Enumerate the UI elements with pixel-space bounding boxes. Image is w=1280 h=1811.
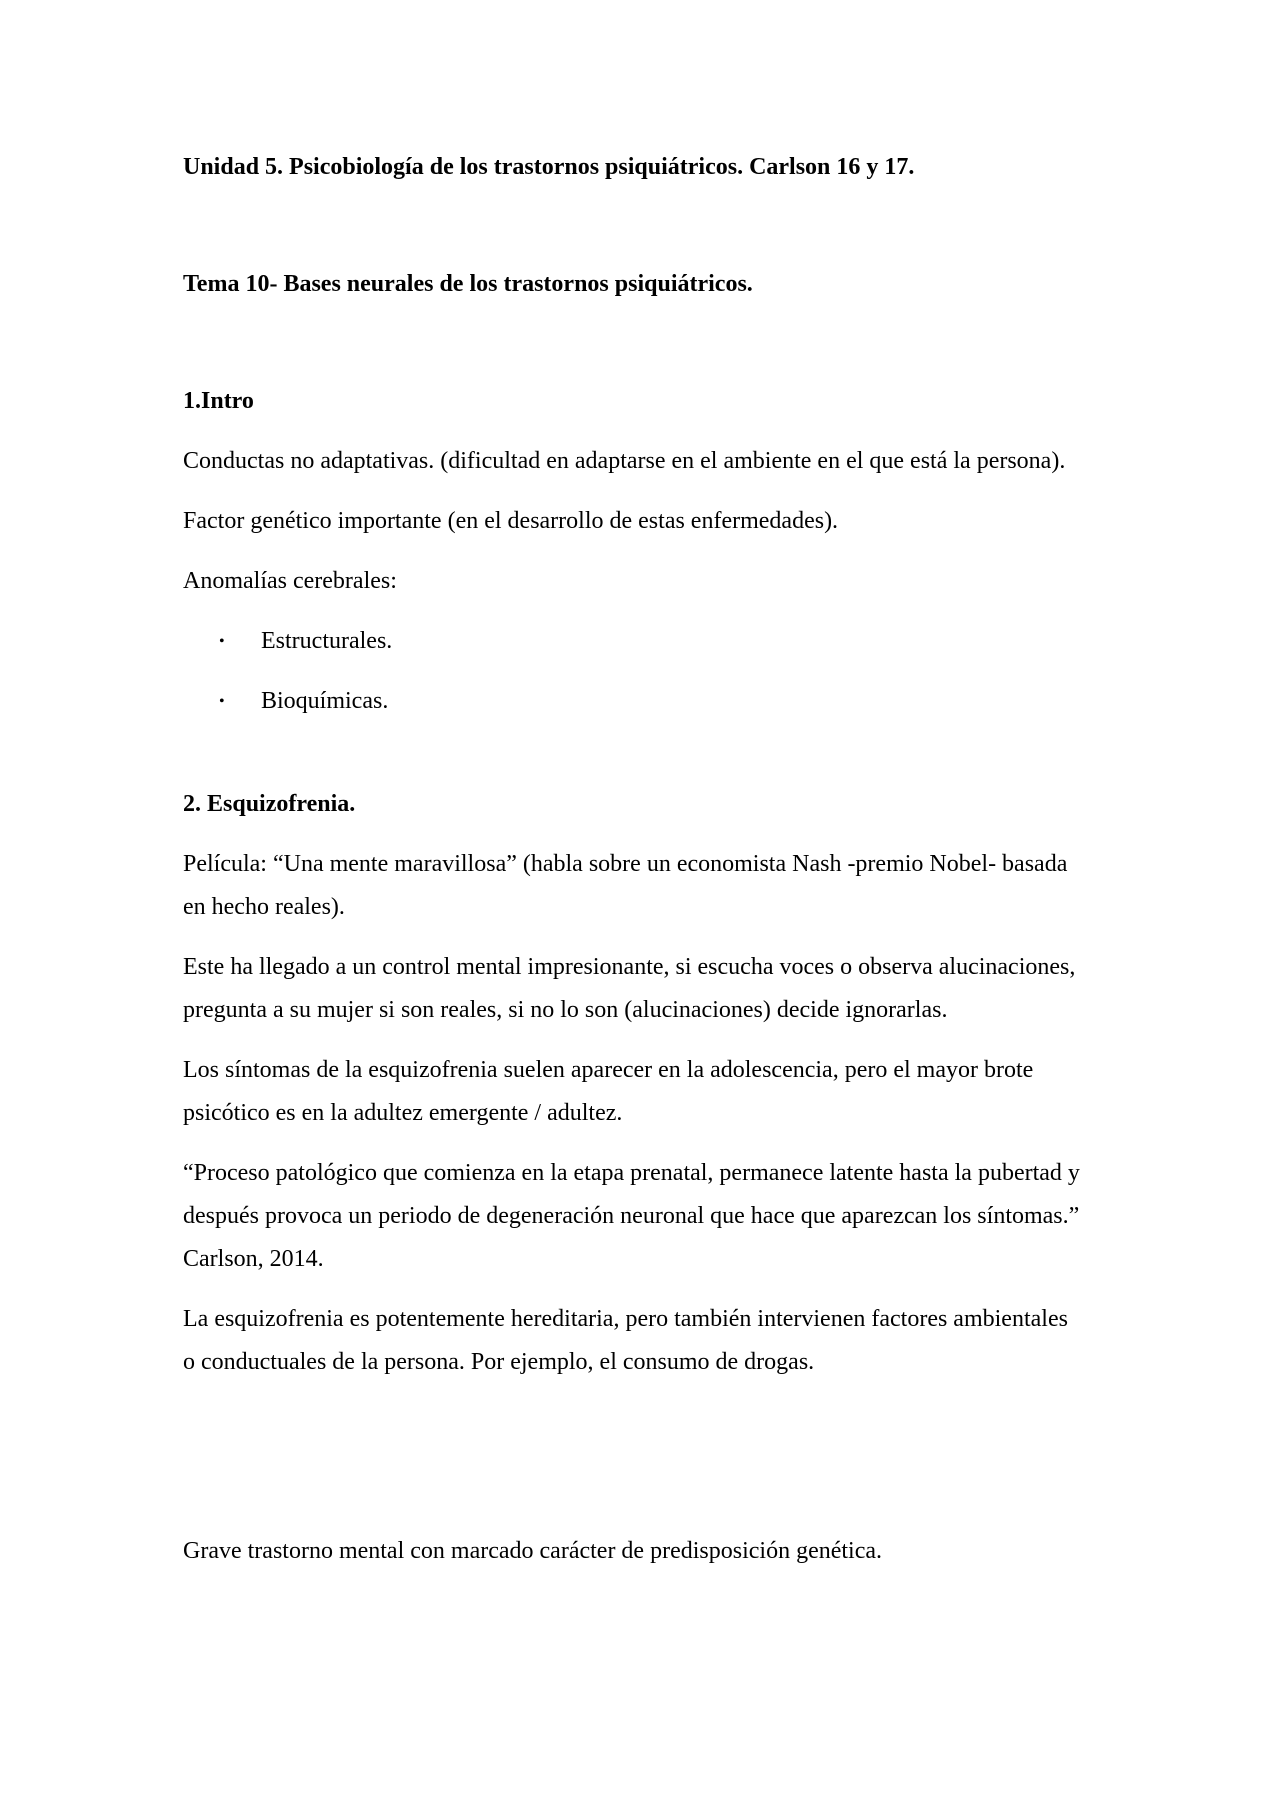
paragraph: Los síntomas de la esquizofrenia suelen aparecer en la adolescencia, pero el mayor brote psicótico es en la adultez emergente / adultez. — [183, 1057, 1034, 1126]
paragraph: Grave trastorno mental con marcado carácter de predisposición genética. — [183, 1538, 883, 1564]
section-heading-intro: 1.Intro — [183, 388, 254, 414]
list-item — [183, 620, 1083, 663]
topic-title: Tema 10- Bases neurales de los trastornos psiquiátricos. — [183, 271, 753, 297]
paragraph: Este ha llegado a un control mental impresionante, si escucha voces o observa alucinaciones, pregunta a su mujer si son reales, si no lo son (alucinaciones) decide ignorarlas. — [183, 954, 1076, 1023]
bullet-list — [183, 620, 1083, 723]
list-item-text: Bioquímicas. — [261, 688, 389, 714]
paragraph: Conductas no adaptativas. (dificultad en adaptarse en el ambiente en el que está la persona). — [183, 448, 1066, 474]
bullet-icon: • — [219, 633, 225, 650]
section-heading-esquizofrenia: 2. Esquizofrenia. — [183, 791, 356, 817]
paragraph: “Proceso patológico que comienza en la etapa prenatal, permanece latente hasta la pubertad y después provoca un periodo de degeneración neuronal que hace que aparezcan los síntomas.” Carlson, 2014. — [183, 1160, 1080, 1272]
section-spacer — [183, 1401, 1083, 1530]
paragraph: Película: “Una mente maravillosa” (habla sobre un economista Nash -premio Nobel- basada en hecho reales). — [183, 851, 1068, 920]
document-body — [183, 146, 1083, 1590]
section-spacer — [183, 740, 1083, 783]
paragraph: Anomalías cerebrales: — [183, 568, 397, 594]
paragraph: Factor genético importante (en el desarrollo de estas enfermedades). — [183, 508, 839, 534]
unit-title: Unidad 5. Psicobiología de los trastornos psiquiátricos. Carlson 16 y 17. — [183, 154, 915, 180]
bullet-icon: • — [219, 693, 225, 710]
paragraph: La esquizofrenia es potentemente hereditaria, pero también intervienen factores ambientales o conductuales de la persona. Por ejemplo, el consumo de drogas. — [183, 1306, 1068, 1375]
list-item-text: Estructurales. — [261, 628, 393, 654]
list-item — [183, 680, 1083, 723]
